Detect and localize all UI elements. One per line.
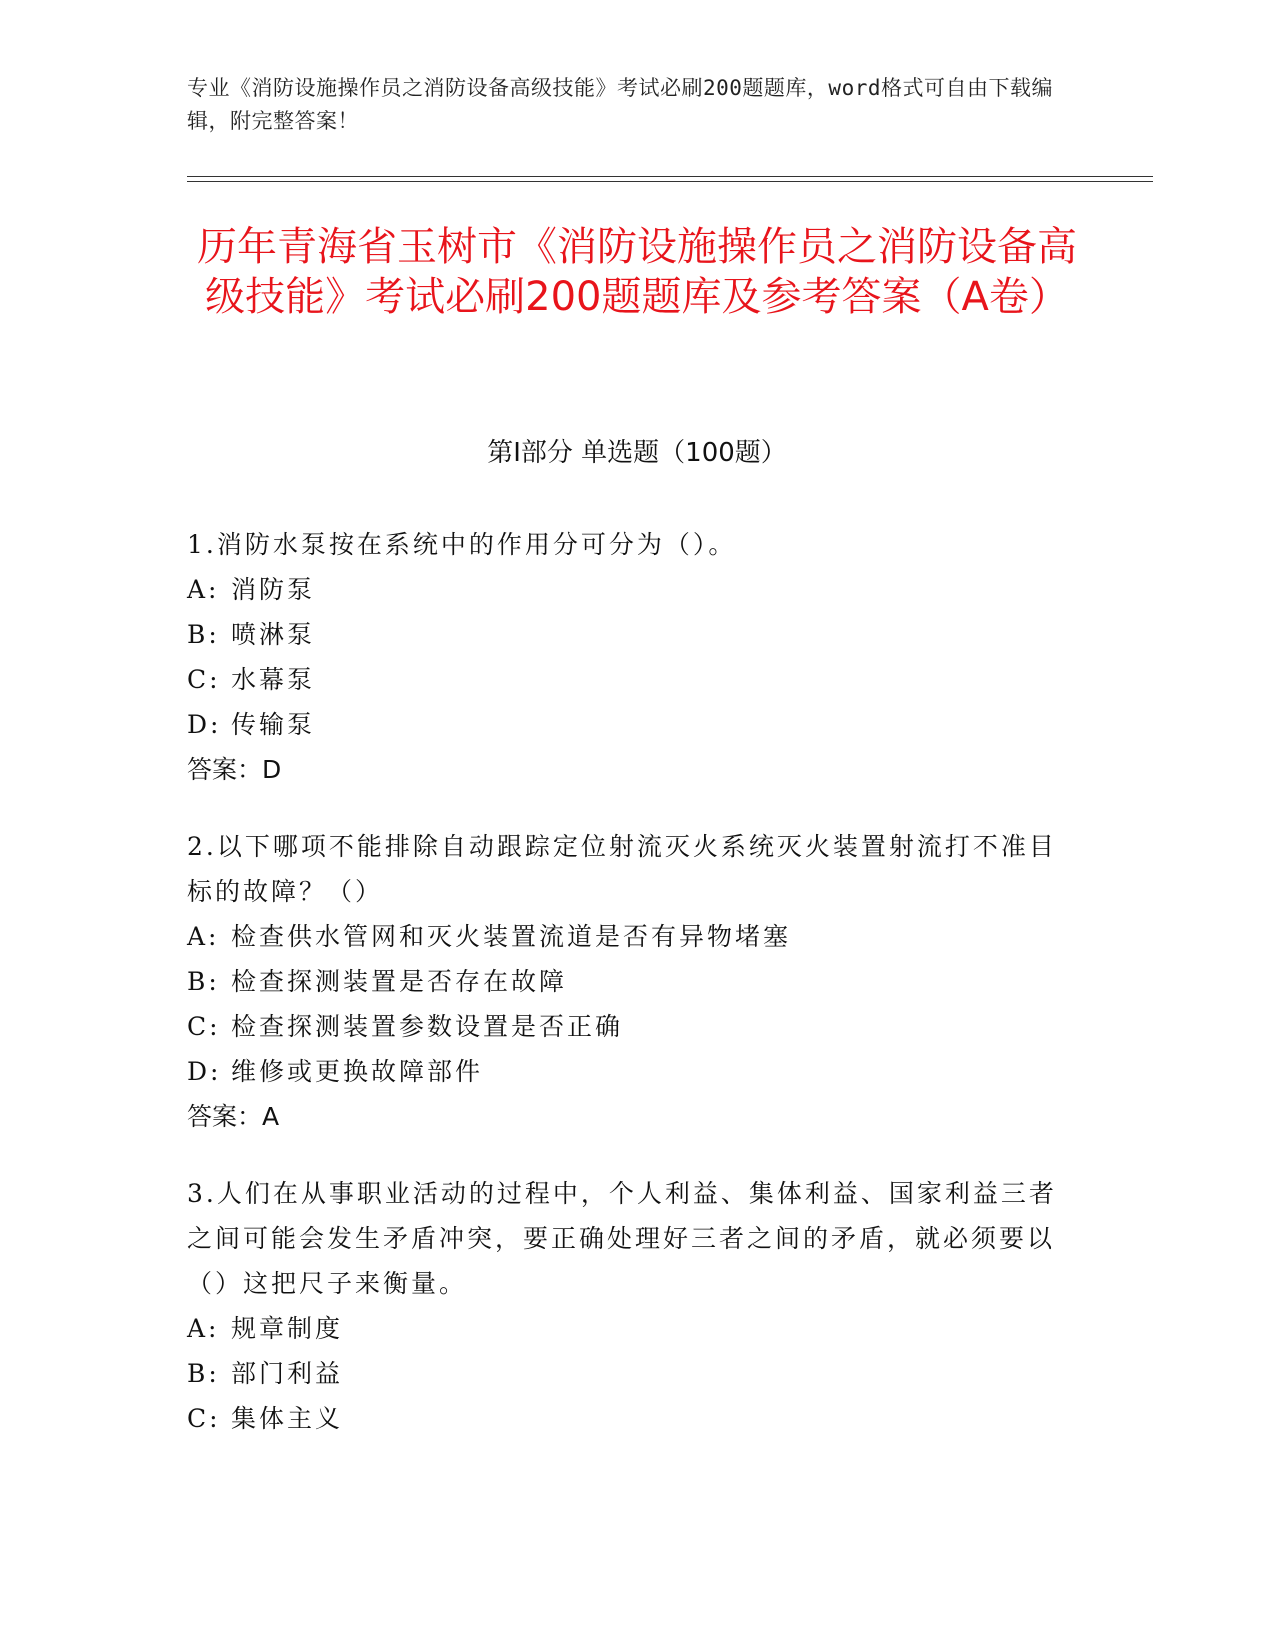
answer-line: 答案：A — [187, 1102, 280, 1131]
option-key: D: — [187, 1057, 222, 1086]
question-stem: 2.以下哪项不能排除自动跟踪定位射流灭火系统灭火装置射流打不准目标的故障？（） — [187, 832, 1057, 906]
option-key: C: — [187, 1404, 221, 1433]
question-2 — [187, 824, 1067, 1139]
option-a — [187, 567, 1067, 612]
header-divider-top — [187, 176, 1153, 177]
option-text: 检查供水管网和灭火装置流道是否有异物堵塞 — [231, 922, 792, 951]
question-1 — [187, 522, 1067, 792]
option-text: 喷淋泵 — [231, 620, 316, 649]
option-c — [187, 1396, 1067, 1441]
option-key: A: — [187, 922, 220, 951]
option-a — [187, 914, 1067, 959]
option-a — [187, 1306, 1067, 1351]
option-key: B: — [187, 967, 220, 996]
option-key: A: — [187, 575, 220, 604]
option-text: 检查探测装置参数设置是否正确 — [231, 1012, 624, 1041]
header-divider-bottom — [187, 181, 1153, 182]
option-d — [187, 702, 1067, 747]
header-note: 专业《消防设施操作员之消防设备高级技能》考试必刷200题题库，word格式可自由下载编辑，附完整答案！ — [187, 76, 1053, 133]
option-key: D: — [187, 710, 222, 739]
question-stem: 3.人们在从事职业活动的过程中，个人利益、集体利益、国家利益三者之间可能会发生矛盾冲突，要正确处理好三者之间的矛盾，就必须要以（）这把尺子来衡量。 — [187, 1179, 1057, 1298]
question-list — [187, 522, 1067, 1473]
option-text: 传输泵 — [231, 710, 316, 739]
option-text: 部门利益 — [231, 1359, 344, 1388]
option-key: B: — [187, 1359, 220, 1388]
section-title: 第I部分 单选题（100题） — [487, 438, 787, 468]
option-key: A: — [187, 1314, 220, 1343]
question-stem: 1.消防水泵按在系统中的作用分可分为（）。 — [187, 530, 737, 559]
option-text: 维修或更换故障部件 — [231, 1057, 484, 1086]
option-text: 水幕泵 — [231, 665, 316, 694]
option-key: C: — [187, 1012, 221, 1041]
option-d — [187, 1049, 1067, 1094]
option-key: B: — [187, 620, 220, 649]
option-text: 消防泵 — [231, 575, 316, 604]
option-text: 集体主义 — [231, 1404, 344, 1433]
option-c — [187, 1004, 1067, 1049]
answer-line: 答案：D — [187, 755, 282, 784]
option-c — [187, 657, 1067, 702]
option-b — [187, 1351, 1067, 1396]
option-key: C: — [187, 665, 221, 694]
option-text: 规章制度 — [231, 1314, 344, 1343]
document-title: 历年青海省玉树市《消防设施操作员之消防设备高级技能》考试必刷200题题库及参考答案（A卷） — [197, 224, 1077, 320]
option-b — [187, 959, 1067, 1004]
question-3 — [187, 1171, 1067, 1441]
option-text: 检查探测装置是否存在故障 — [231, 967, 568, 996]
option-b — [187, 612, 1067, 657]
